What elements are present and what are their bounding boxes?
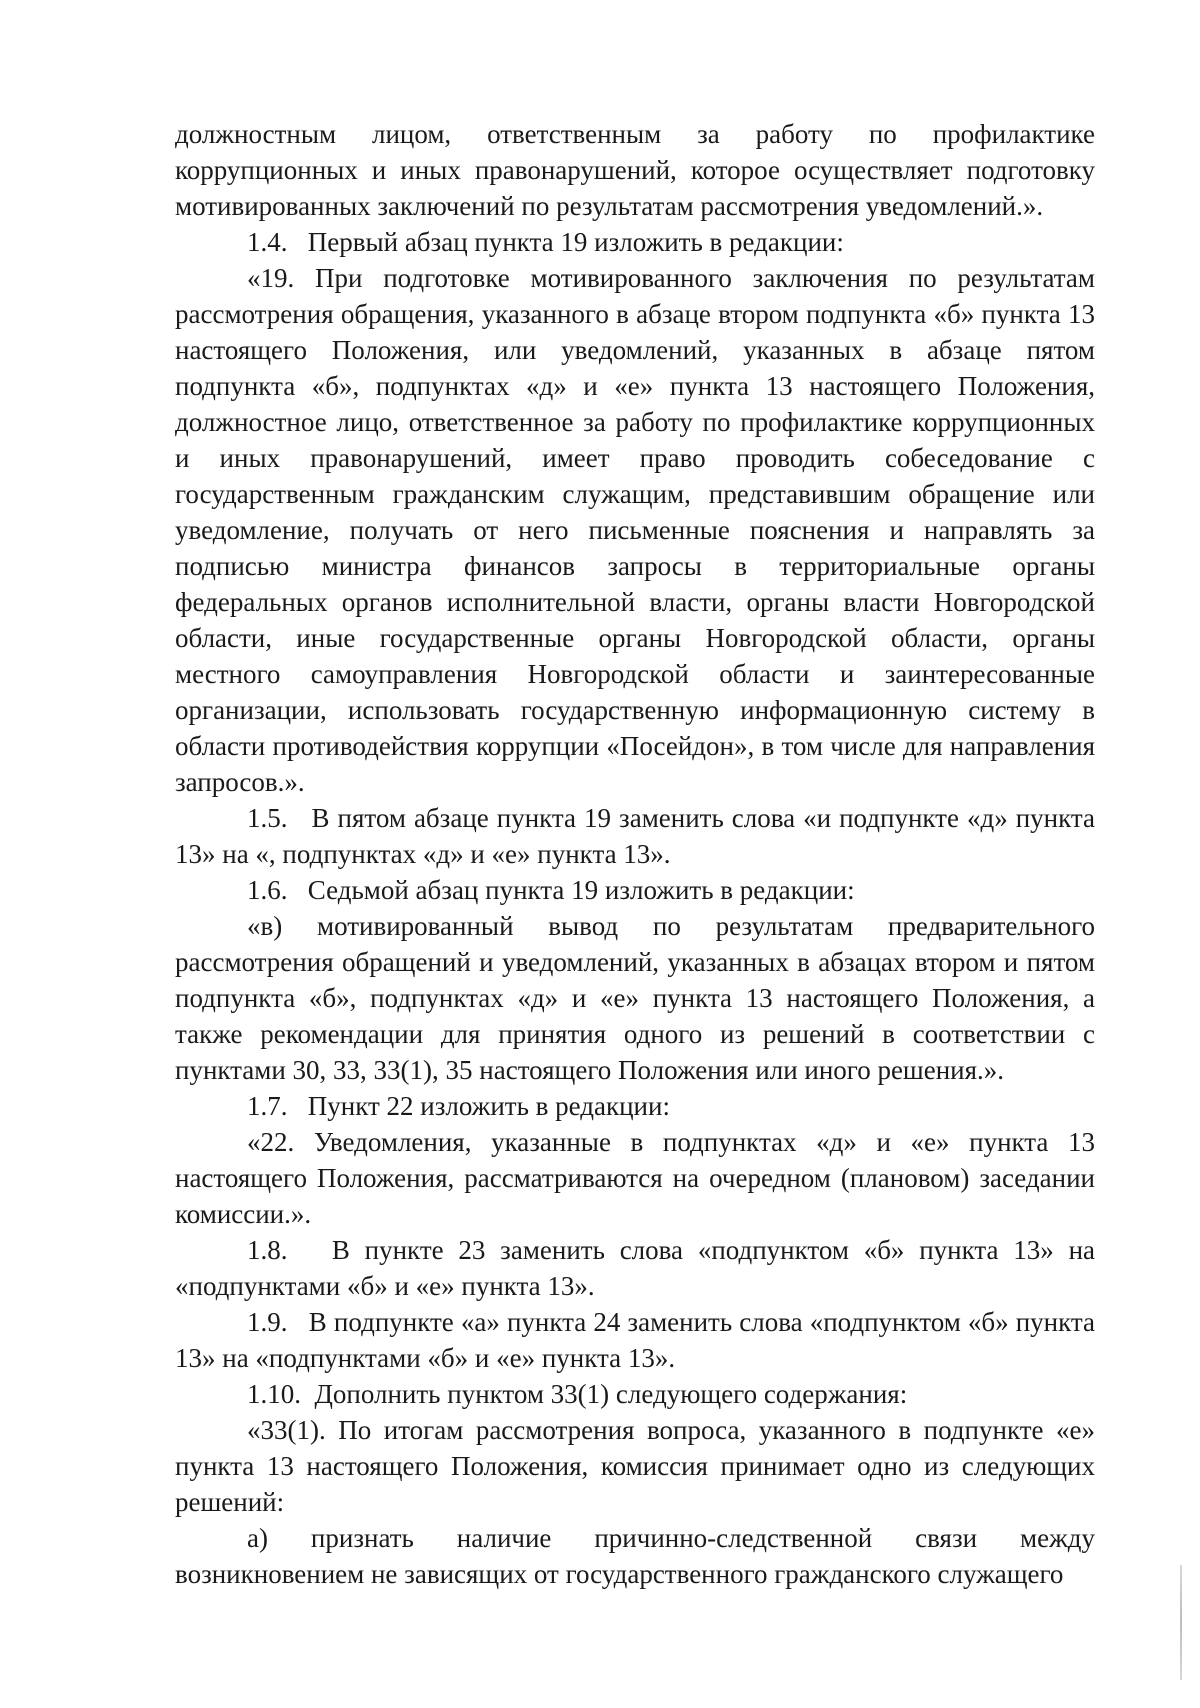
paragraph-quote-33-1: «33(1). По итогам рассмотрения вопроса, указанного в подпункте «е» пункта 13 настоящего Положения, комиссия принимает одно из следующих решений: [175,1415,1095,1517]
paragraph-item-1-7: 1.7. Пункт 22 изложить в редакции: [247,1091,670,1121]
paragraph-item-1-6: 1.6. Седьмой абзац пункта 19 изложить в редакции: [247,875,855,905]
paragraph-quote-22: «22. Уведомления, указанные в подпунктах «д» и «е» пункта 13 настоящего Положения, рассматриваются на очередном (плановом) заседании комиссии.». [175,1127,1095,1229]
paragraph-subitem-a: а) признать наличие причинно-следственной связи между возникновением не зависящих от государственного гражданского служащего [175,1523,1095,1589]
paragraph-continuation: должностным лицом, ответственным за работу по профилактике коррупционных и иных правонарушений, которое осуществляет подготовку мотивированных заключений по результатам рассмотрения уведомлений.». [175,119,1095,221]
paragraph-item-1-10: 1.10. Дополнить пунктом 33(1) следующего содержания: [247,1379,908,1409]
paragraph-quote-v: «в) мотивированный вывод по результатам предварительного рассмотрения обращений и уведомлений, указанных в абзацах втором и пятом подпункта «б», подпунктах «д» и «е» пункта 13 настоящего Положения, а также рекомендации для принятия одного из решений в соответствии с пунктами 30, 33, 33(1), 35 настоящего Положения или иного решения.». [175,911,1095,1085]
scan-artifact-line [1180,1565,1182,1680]
paragraph-quote-19: «19. При подготовке мотивированного заключения по результатам рассмотрения обращения, указанного в абзаце втором подпункта «б» пункта 13 настоящего Положения, или уведомлений, указанных в абзаце пятом подпункта «б», подпунктах «д» и «е» пункта 13 настоящего Положения, должностное лицо, ответственное за работу по профилактике коррупционных и иных правонарушений, имеет право проводить собеседование с государственным гражданским служащим, представившим обращение или уведомление, получать от него письменные пояснения и направлять за подписью министра финансов запросы в территориальные органы федеральных органов исполнительной власти, органы власти Новгородской области, иные государственные органы Новгородской области, органы местного самоуправления Новгородской области и заинтересованные организации, использовать государственную информационную систему в области противодействия коррупции «Посейдон», в том числе для направления запросов.». [175,263,1095,797]
paragraph-item-1-4: 1.4. Первый абзац пункта 19 изложить в редакции: [247,227,844,257]
paragraph-item-1-5: 1.5. В пятом абзаце пункта 19 заменить слова «и подпункте «д» пункта 13» на «, подпунктах «д» и «е» пункта 13». [175,803,1095,869]
paragraph-item-1-8: 1.8. В пункте 23 заменить слова «подпунктом «б» пункта 13» на «подпунктами «б» и «е» пункта 13». [175,1235,1095,1301]
paragraph-item-1-9: 1.9. В подпункте «а» пункта 24 заменить слова «подпунктом «б» пункта 13» на «подпунктами «б» и «е» пункта 13». [175,1307,1095,1373]
document-body [175,116,1095,1592]
